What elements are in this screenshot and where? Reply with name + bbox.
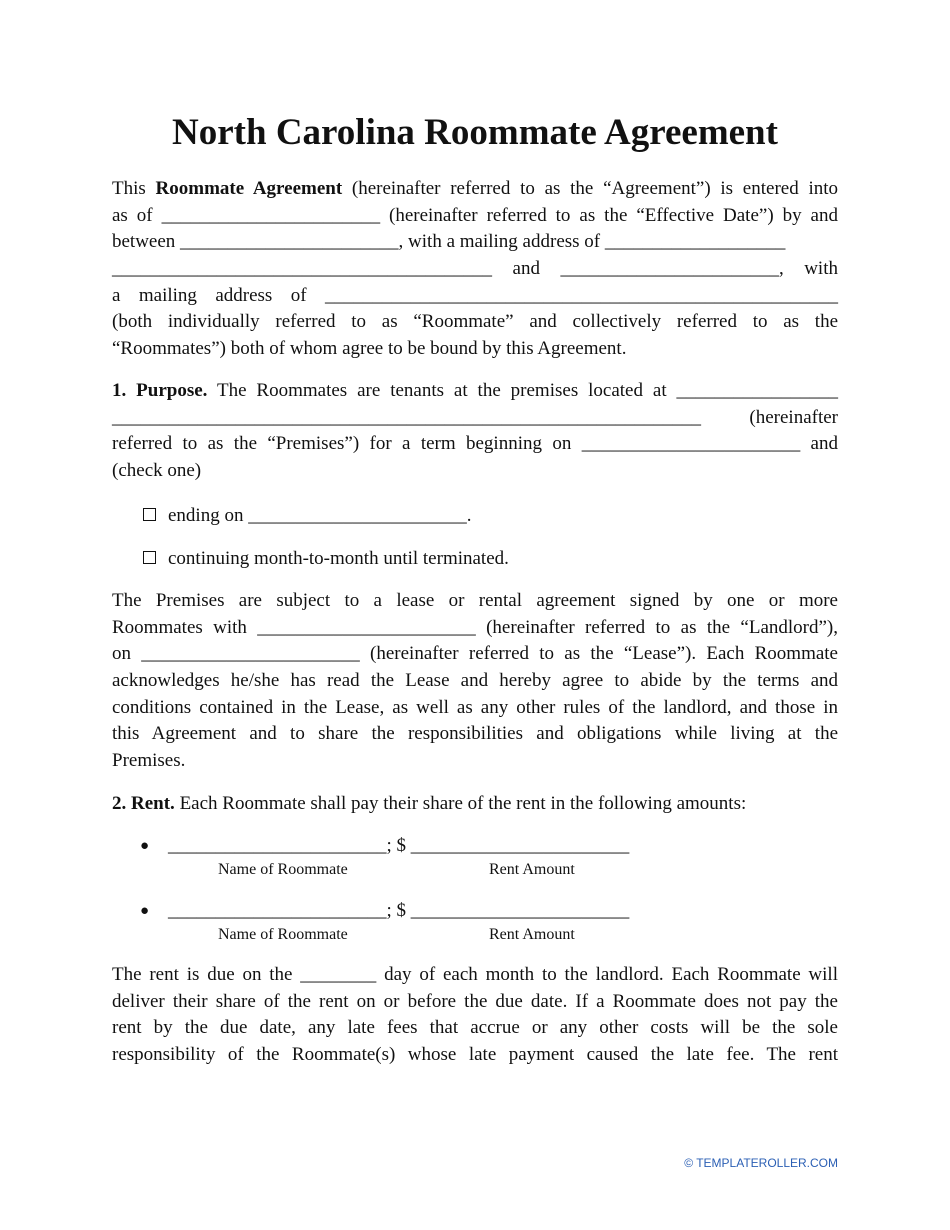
premises-line-7: Premises. [112, 750, 186, 772]
rent-row-2-line: _______________________; $ _______________________ [168, 900, 630, 921]
premises-line-6: this Agreement and to share the responsibilities and obligations while living at the [112, 723, 838, 745]
intro-line-6: (both individually referred to as “Roommate” and collectively referred to as the [112, 311, 838, 333]
purpose-line-3: referred to as the “Premises”) for a term beginning on _______________________ and [112, 433, 838, 455]
rent-row-2-name-caption: Name of Roommate [218, 926, 348, 943]
rent-intro-line: 2. Rent. Each Roommate shall pay their share of the rent in the following amounts: [112, 793, 747, 814]
intro-paragraph [112, 176, 838, 363]
purpose-line-1: 1. Purpose. The Roommates are tenants at the premises located at _________________ [112, 380, 839, 401]
intro-line-4: ________________________________________ and _______________________, with [112, 258, 838, 280]
purpose-line-2: ______________________________________________________________ (hereinafter [112, 406, 838, 428]
option-month-to-month-label: continuing month-to-month until terminated. [168, 548, 509, 569]
purpose-line-4: (check one) [112, 460, 202, 482]
rent-heading: 2. Rent. [112, 793, 175, 814]
rent-row-1-amount-caption: Rent Amount [489, 861, 575, 878]
intro-line-1: This Roommate Agreement (hereinafter referred to as the “Agreement”) is entered into [112, 178, 839, 199]
rent-line-3: rent by the due date, any late fees that accrue or any other costs will be the sole [112, 1017, 838, 1039]
agreement-name: Roommate Agreement [155, 178, 343, 199]
purpose-section [112, 378, 838, 485]
rent-paragraph [112, 962, 838, 1069]
checkbox-month-to-month[interactable] [143, 551, 156, 564]
rent-line-1: The rent is due on the ________ day of each month to the landlord. Each Roommate will [112, 964, 838, 985]
rent-row-1-name-caption: Name of Roommate [218, 861, 348, 878]
rent-line-2: deliver their share of the rent on or before the due date. If a Roommate does not pay the [112, 990, 838, 1012]
rent-row-2-amount-caption: Rent Amount [489, 926, 575, 943]
purpose-heading: 1. Purpose. [112, 380, 208, 401]
premises-line-1: The Premises are subject to a lease or rental agreement signed by one or more [112, 590, 838, 611]
premises-line-5: conditions contained in the Lease, as well as any other rules of the landlord, and those in [112, 696, 838, 718]
option-ending-on-label: ending on _______________________. [168, 505, 472, 526]
intro-line-5: a mailing address of ______________________________________________________ [112, 284, 838, 306]
document-title: North Carolina Roommate Agreement [172, 112, 778, 153]
footer-copyright-link[interactable]: © TEMPLATEROLLER.COM [684, 1156, 838, 1170]
rent-row-1-line: _______________________; $ _______________________ [168, 835, 630, 856]
intro-line-2: as of _______________________ (hereinafter referred to as the “Effective Date”) by and [112, 204, 838, 226]
checkbox-ending-on[interactable] [143, 508, 156, 521]
premises-paragraph [112, 588, 838, 775]
premises-line-2: Roommates with _______________________ (hereinafter referred to as the “Landlord”), [112, 616, 838, 638]
rent-line-4: responsibility of the Roommate(s) whose late payment caused the late fee. The rent [112, 1044, 838, 1066]
bullet-icon: ● [140, 838, 150, 854]
intro-line-3: between _______________________, with a mailing address of ___________________ [112, 231, 786, 253]
intro-line-7: “Roommates”) both of whom agree to be bound by this Agreement. [112, 338, 627, 360]
premises-line-3: on _______________________ (hereinafter referred to as the “Lease”). Each Roommate [112, 643, 838, 665]
premises-line-4: acknowledges he/she has read the Lease and hereby agree to abide by the terms and [112, 670, 838, 692]
bullet-icon: ● [140, 903, 150, 919]
